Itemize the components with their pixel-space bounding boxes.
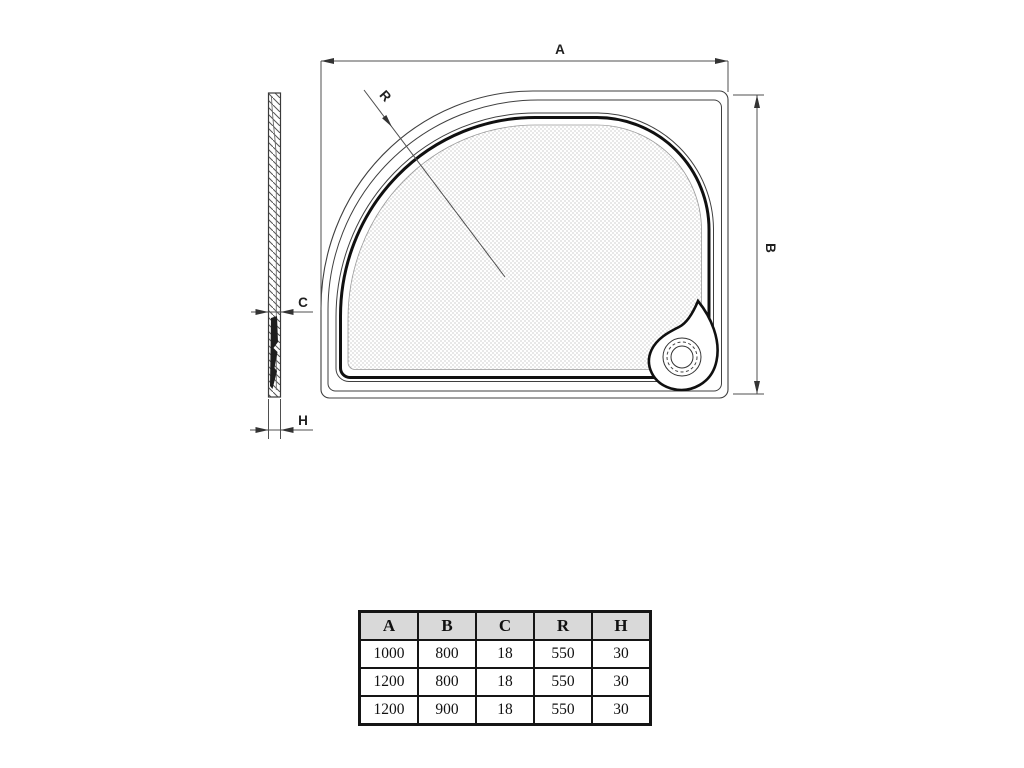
table-header-cell: H: [592, 612, 651, 641]
table-cell: 30: [592, 696, 651, 725]
table-header-cell: C: [476, 612, 534, 641]
table-cell: 1000: [360, 640, 419, 668]
table-row: [360, 696, 651, 725]
arrow-bottom: [754, 381, 760, 394]
dimension-h: [250, 399, 313, 439]
table-cell: 30: [592, 668, 651, 696]
side-view: [269, 93, 281, 397]
table-cell: 550: [534, 640, 592, 668]
table-cell: 18: [476, 696, 534, 725]
dimension-table: [358, 610, 652, 726]
table-cell: 800: [418, 668, 476, 696]
dimension-b: [733, 95, 778, 394]
table-header-cell: A: [360, 612, 419, 641]
drain-inner-circle: [671, 346, 693, 368]
arrow-left: [256, 309, 269, 315]
arrow-right: [281, 309, 294, 315]
table-header-row: [360, 612, 651, 641]
table-cell: 1200: [360, 668, 419, 696]
table-cell: 550: [534, 696, 592, 725]
dimension-c: [251, 295, 313, 315]
table-cell: 1200: [360, 696, 419, 725]
dim-b-label: B: [763, 243, 778, 253]
table-header-cell: R: [534, 612, 592, 641]
table-cell: 18: [476, 668, 534, 696]
table-cell: 800: [418, 640, 476, 668]
dim-c-label: C: [298, 295, 308, 310]
dimension-table-header: [360, 612, 651, 641]
arrow-top: [754, 95, 760, 108]
table-cell: 550: [534, 668, 592, 696]
arrow-right: [281, 427, 294, 433]
table-row: [360, 668, 651, 696]
table-cell: 900: [418, 696, 476, 725]
arrow-left: [321, 58, 334, 64]
dim-a-label: A: [555, 42, 565, 57]
table-cell: 18: [476, 640, 534, 668]
dimension-table-body: [360, 640, 651, 725]
dim-r-label: R: [376, 87, 395, 105]
arrow-right: [715, 58, 728, 64]
table-cell: 30: [592, 640, 651, 668]
arrow-left: [256, 427, 269, 433]
table-row: [360, 640, 651, 668]
table-header-cell: B: [418, 612, 476, 641]
top-view: [321, 91, 728, 398]
dim-h-label: H: [298, 413, 308, 428]
